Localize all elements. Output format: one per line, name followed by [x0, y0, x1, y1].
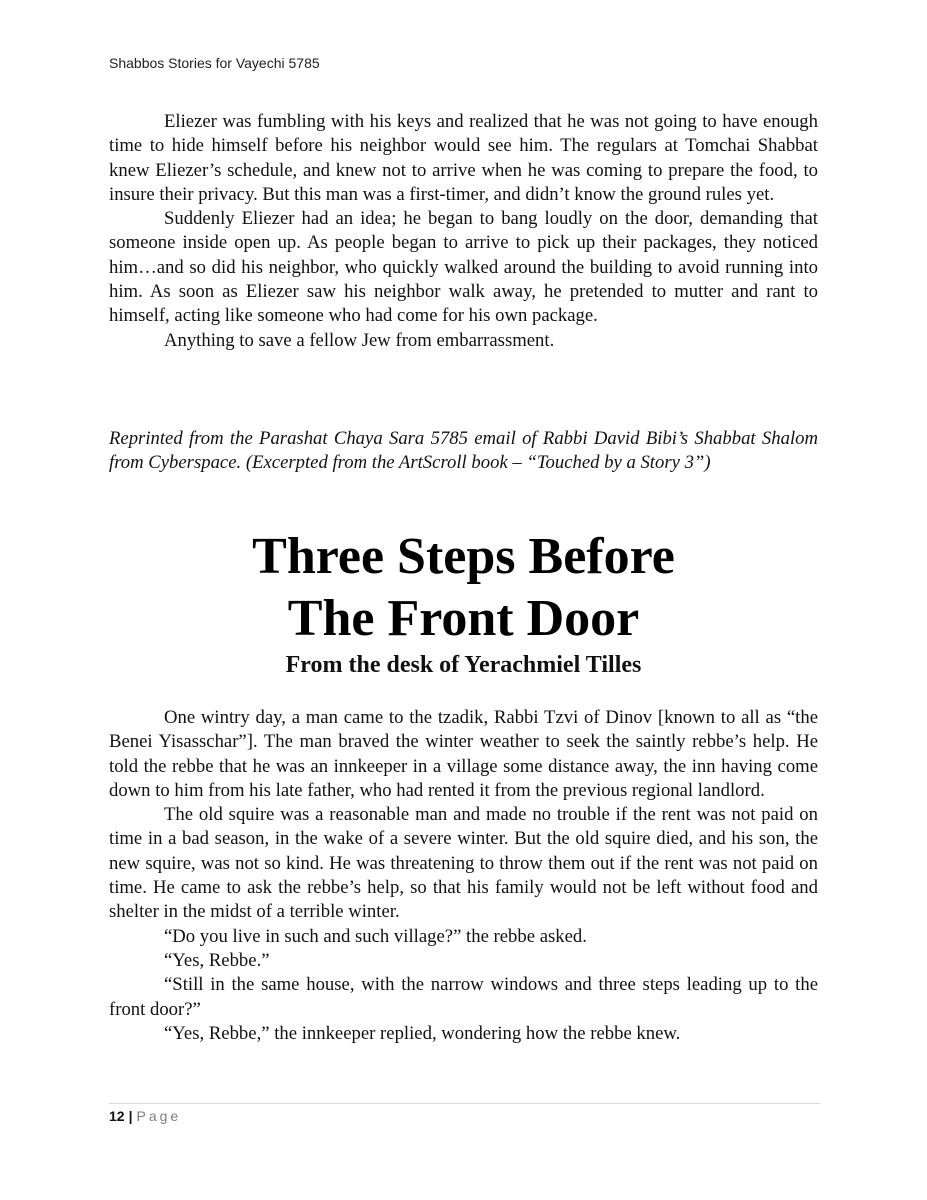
- paragraph: “Yes, Rebbe,” the innkeeper replied, wondering how the rebbe knew.: [164, 1022, 681, 1044]
- paragraph: “Still in the same house, with the narrow windows and three steps leading up to the front door?”: [109, 974, 818, 1020]
- page-footer: [109, 1106, 181, 1126]
- footer-separator: |: [128, 1108, 133, 1124]
- source-attribution: Reprinted from the Parashat Chaya Sara 5785 email of Rabbi David Bibi’s Shabbat Shalom from Cyberspace. (Excerpted from the ArtScroll book – “Touched by a Story 3”): [109, 428, 818, 474]
- story-body: [109, 706, 818, 1046]
- page-number: 12: [109, 1108, 125, 1124]
- paragraph: The old squire was a reasonable man and made no trouble if the rent was not paid on time in a bad season, in the wake of a severe winter. But the old squire died, and his son, the new squire, was not so kind. He was threatening to throw them out if the rent was not paid on time. He came to ask the rebbe’s help, so that his family would not be left without food and shelter in the midst of a terrible winter.: [109, 804, 818, 923]
- paragraph: Suddenly Eliezer had an idea; he began to bang loudly on the door, demanding that someone inside open up. As people began to arrive to pick up their packages, they noticed him…and so did his neighbor, who quickly walked around the building to avoid running into him. As soon as Eliezer saw his neighbor walk away, he pretended to mutter and rant to himself, acting like someone who had come for his own package.: [109, 208, 818, 327]
- paragraph: One wintry day, a man came to the tzadik, Rabbi Tzvi of Dinov [known to all as “the Benei Yisasschar”]. The man braved the winter weather to seek the saintly rebbe’s help. He told the rebbe that he was an innkeeper in a village some distance away, the inn having come down to him from his late father, who had rented it from the previous regional landlord.: [109, 707, 818, 801]
- story-byline: From the desk of Yerachmiel Tilles: [285, 652, 642, 678]
- paragraph: “Yes, Rebbe.”: [164, 949, 270, 971]
- footer-divider: [109, 1103, 820, 1104]
- paragraph: “Do you live in such and such village?” the rebbe asked.: [164, 925, 587, 947]
- page-label: Page: [136, 1108, 182, 1124]
- running-header: Shabbos Stories for Vayechi 5785: [109, 55, 320, 71]
- story-previous-body: [109, 110, 818, 353]
- paragraph: Anything to save a fellow Jew from embarrassment.: [164, 329, 555, 351]
- story-title-line-1: Three Steps Before: [252, 528, 675, 585]
- story-title-line-2: The Front Door: [287, 590, 640, 647]
- paragraph: Eliezer was fumbling with his keys and realized that he was not going to have enough time to hide himself before his neighbor would see him. The regulars at Tomchai Shabbat knew Eliezer’s schedule, and knew not to arrive when he was coming to prepare the food, to insure their privacy. But this man was a first-timer, and didn’t know the ground rules yet.: [109, 111, 818, 205]
